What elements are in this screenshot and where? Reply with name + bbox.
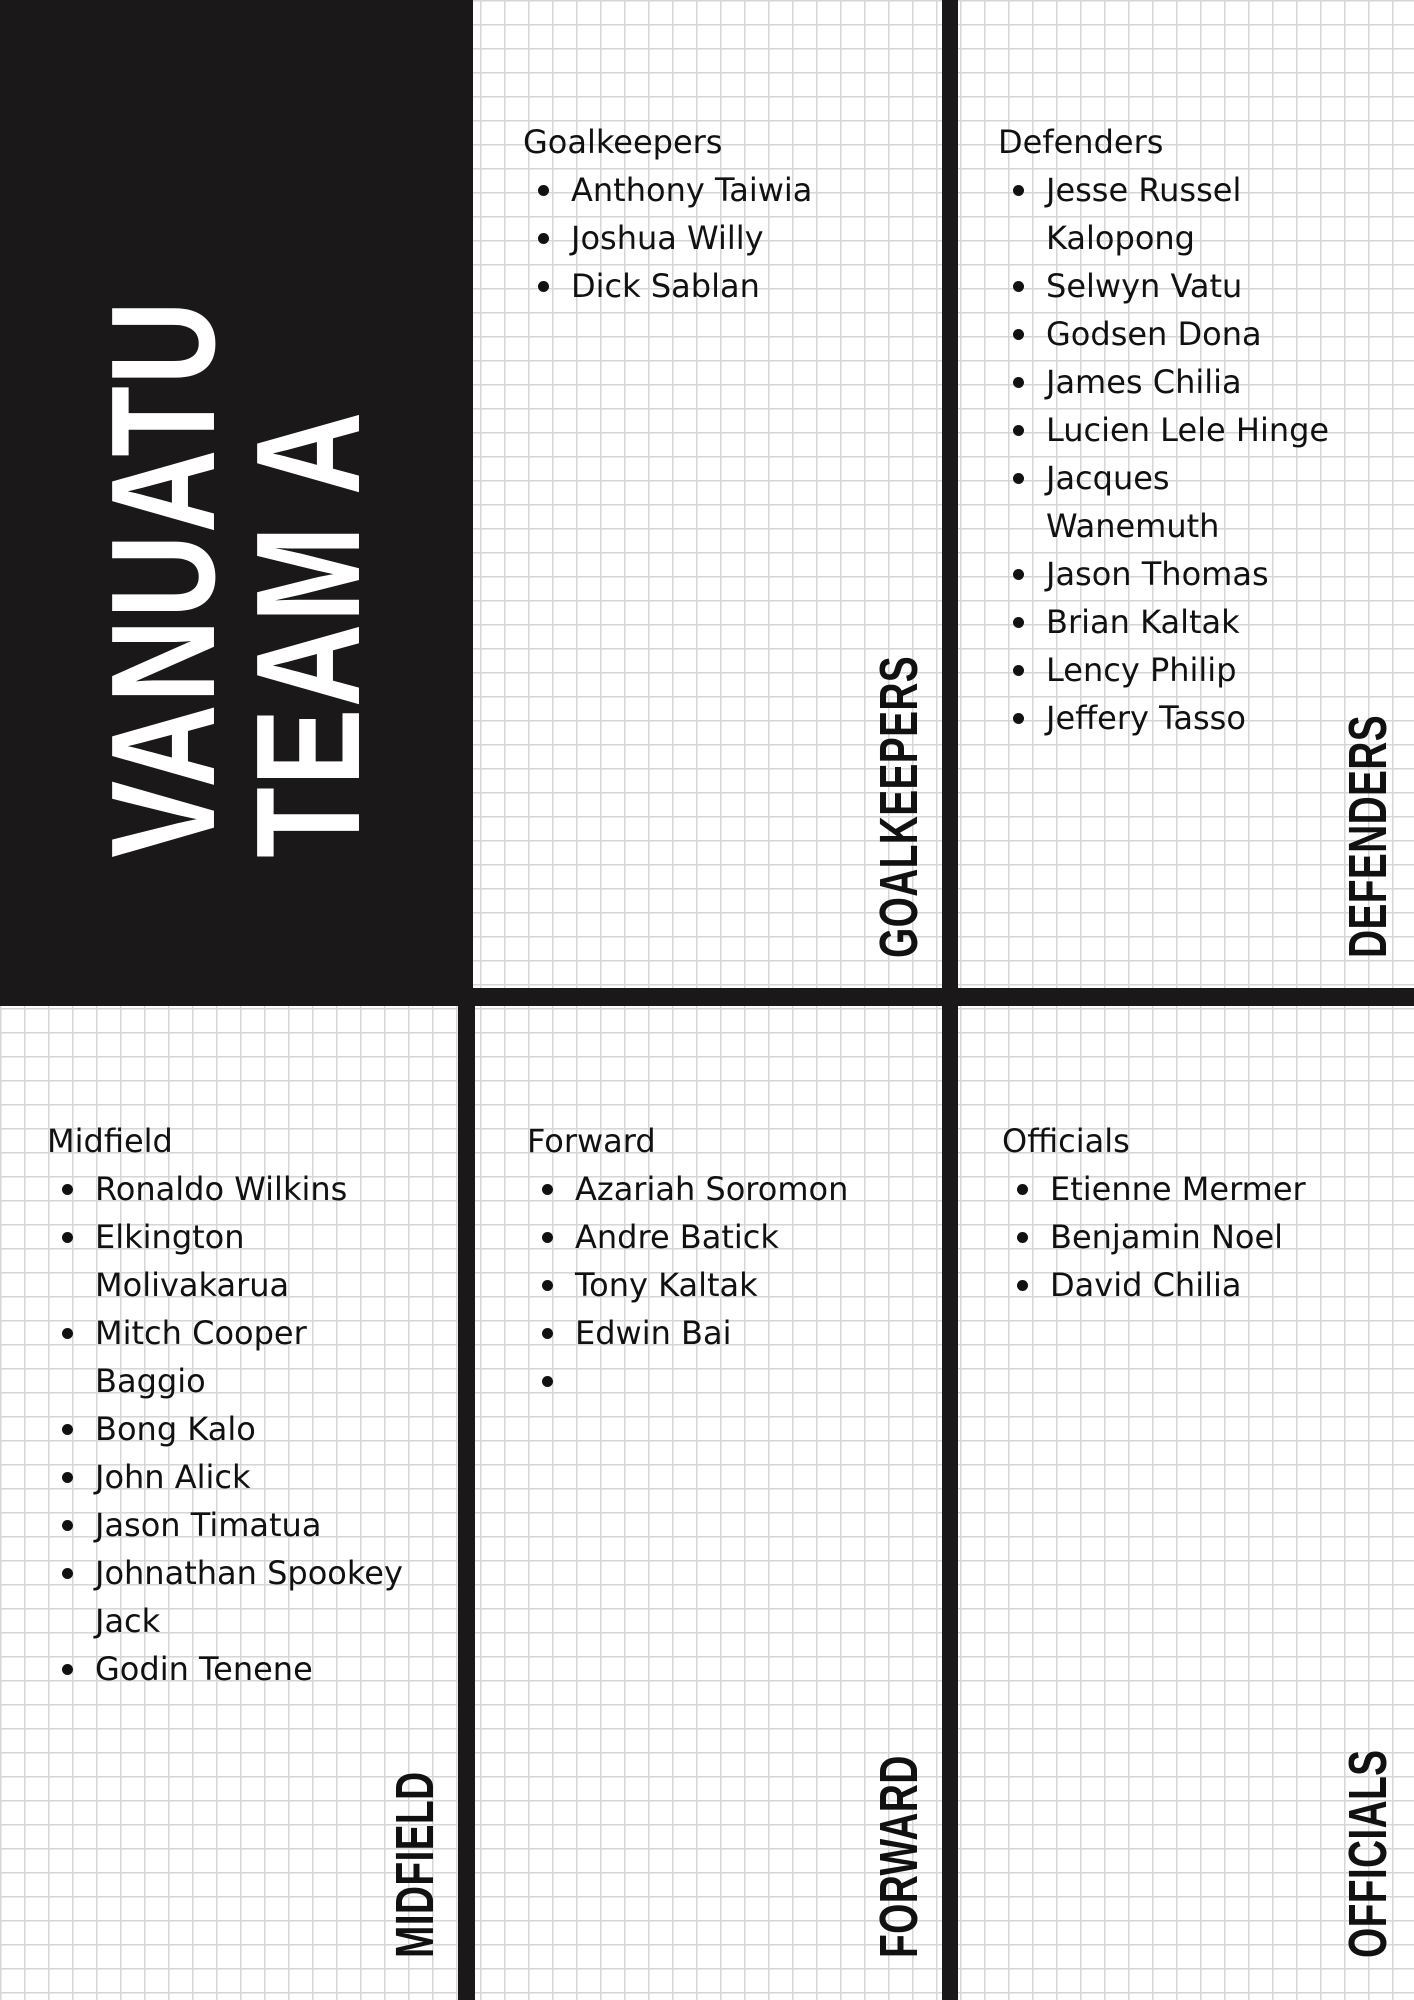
list-item: Johnathan Spookey Jack — [95, 1549, 425, 1645]
list-item: Benjamin Noel — [1050, 1213, 1382, 1261]
list-item: Joshua Willy — [571, 214, 923, 262]
forward-list — [527, 1165, 927, 1405]
list-item: Mitch Cooper Baggio — [95, 1309, 325, 1405]
list-item: Lucien Lele Hinge — [1046, 406, 1338, 454]
forward-panel — [527, 1117, 927, 1405]
goalkeepers-heading: Goalkeepers — [523, 123, 723, 161]
list-item: Brian Kaltak — [1046, 598, 1338, 646]
list-item: Elkington Molivakarua — [95, 1213, 305, 1309]
list-item: Edwin Bai — [575, 1309, 927, 1357]
list-item: Jesse Russel Kalopong — [1046, 166, 1286, 262]
goalkeepers-list — [523, 166, 923, 310]
list-item: Etienne Mermer — [1050, 1165, 1382, 1213]
list-item: James Chilia — [1046, 358, 1338, 406]
list-item: David Chilia — [1050, 1261, 1382, 1309]
list-item: Ronaldo Wilkins — [95, 1165, 447, 1213]
list-item: Tony Kaltak — [575, 1261, 927, 1309]
divider-horizontal — [0, 988, 1414, 1006]
goalkeepers-panel — [523, 118, 923, 310]
midfield-panel — [47, 1117, 447, 1693]
list-item: Jason Timatua — [95, 1501, 447, 1549]
list-item: Lency Philip — [1046, 646, 1338, 694]
list-item: Jacques Wanemuth — [1046, 454, 1338, 550]
list-item: Jason Thomas — [1046, 550, 1338, 598]
defenders-side-label: DEFENDERS — [1338, 714, 1398, 958]
defenders-heading: Defenders — [998, 123, 1164, 161]
list-item: Azariah Soromon — [575, 1165, 927, 1213]
list-item: Selwyn Vatu — [1046, 262, 1338, 310]
defenders-list — [998, 166, 1338, 742]
forward-heading: Forward — [527, 1122, 656, 1160]
officials-list — [1002, 1165, 1382, 1309]
officials-side-label: OFFICIALS — [1338, 1749, 1398, 1958]
midfield-side-label: MIDFIELD — [385, 1771, 445, 1958]
title-line-1: VANUATU — [80, 299, 246, 858]
list-item: Anthony Taiwia — [571, 166, 923, 214]
list-item: Jeffery Tasso — [1046, 694, 1338, 742]
title-block — [0, 0, 473, 1005]
goalkeepers-side-label: GOALKEEPERS — [869, 655, 929, 958]
list-item: Dick Sablan — [571, 262, 923, 310]
officials-panel — [1002, 1117, 1382, 1309]
list-item: Godsen Dona — [1046, 310, 1338, 358]
list-item: John Alick — [95, 1453, 447, 1501]
forward-side-label: FORWARD — [869, 1755, 929, 1958]
list-item — [575, 1357, 927, 1405]
list-item: Bong Kalo — [95, 1405, 447, 1453]
officials-heading: Officials — [1002, 1122, 1130, 1160]
list-item: Godin Tenene — [95, 1645, 447, 1693]
defenders-panel — [998, 118, 1338, 742]
midfield-list — [47, 1165, 447, 1693]
title-line-2: TEAM A — [226, 410, 391, 858]
divider-vertical-left — [458, 1005, 475, 2000]
midfield-heading: Midfield — [47, 1122, 173, 1160]
page-title — [80, 142, 391, 858]
list-item: Andre Batick — [575, 1213, 927, 1261]
